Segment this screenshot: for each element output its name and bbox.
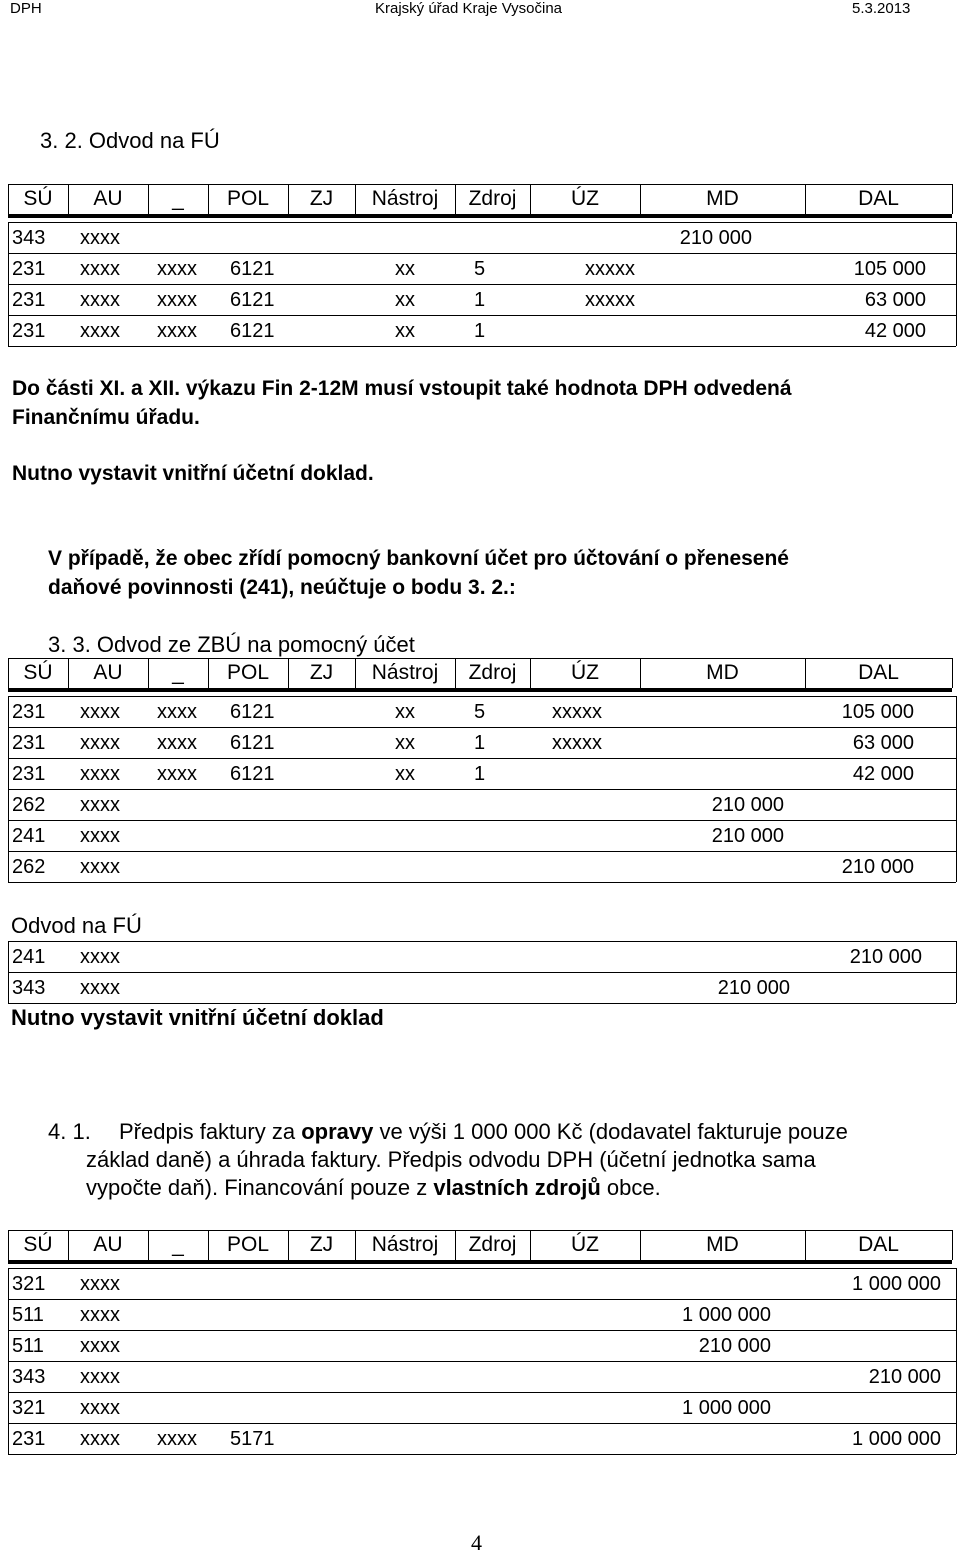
t33-row-border-0 [8,727,956,728]
t33-row-border-2 [8,789,956,790]
t32-cell-dal: 63 000 [864,289,926,311]
t33-cell-blank: xxxx [157,763,197,785]
t32-cell-zdroj: 5 [474,258,486,280]
t33-header-úz: ÚZ [571,661,599,684]
t33-cell-dal: 105 000 [841,701,914,723]
t33-box-top [8,696,956,697]
t41-row-border-4 [8,1423,956,1424]
t33-header-sep-2 [148,658,149,688]
t33-cell-au: xxxx [80,794,120,816]
t41-cell-md: 1 000 000 [682,1397,771,1419]
t33-cell-zdroj: 1 [474,763,486,785]
t33-row-border-4 [8,851,956,852]
line3-part-a: vypočte daň). Financování pouze z [86,1175,434,1200]
t41-cell-au: xxxx [80,1428,120,1450]
t33b-box-right [956,941,957,1003]
t41-header-zj: ZJ [309,1233,334,1256]
t33-header-zj: ZJ [309,661,334,684]
t41-cell-su: 231 [12,1428,46,1450]
t33-header-sep-end [952,658,953,688]
t41-cell-su: 511 [12,1304,44,1326]
t32-cell-su: 231 [12,258,46,280]
t33-cell-dal: 63 000 [852,732,914,754]
t32-row-border-0 [8,253,956,254]
t41-box-top [8,1268,956,1269]
t33-cell-blank: xxxx [157,732,197,754]
section-41-line3 [86,1175,661,1201]
t41-row-border-5 [8,1454,956,1455]
t33-cell-su: 231 [12,732,46,754]
t32-cell-blank: xxxx [157,320,197,342]
t41-header-sep-2 [148,1230,149,1260]
t32-box-right [956,222,957,346]
t41-cell-blank: xxxx [157,1428,197,1450]
t41-cell-au: xxxx [80,1304,120,1326]
t41-row-border-2 [8,1361,956,1362]
t33-cell-uz: xxxxx [552,732,602,754]
t33-row-border-1 [8,758,956,759]
line1-part-c: ve výši 1 000 000 Kč (dodavatel fakturuje pouze [373,1119,848,1144]
header-left: DPH [10,0,42,17]
t33-cell-au: xxxx [80,763,120,785]
t33b-row-border-1 [8,1003,956,1004]
section-33-heading: 3. 3. Odvod ze ZBÚ na pomocný účet [48,632,415,657]
t32-header-md: MD [706,187,739,210]
t33-cell-su: 231 [12,763,46,785]
header-right: 5.3.2013 [852,0,911,17]
t41-cell-dal: 1 000 000 [852,1273,941,1295]
t33-cell-au: xxxx [80,856,120,878]
t41-header-au: AU [93,1233,123,1256]
t33-cell-pol: 6121 [230,701,275,723]
t41-header-md: MD [706,1233,739,1256]
t33b-row-border-0 [8,972,956,973]
t33b-cell-au: xxxx [80,946,120,968]
t33-header-sú: SÚ [23,661,53,684]
t33b-cell-su: 241 [12,946,46,968]
t41-cell-pol: 5171 [230,1428,275,1450]
t33-cell-md: 210 000 [711,794,784,816]
line1-part-a: Předpis faktury za [119,1119,302,1144]
t32-cell-dal: 42 000 [864,320,926,342]
t41-header-dal: DAL [858,1233,899,1256]
t33-cell-blank: xxxx [157,701,197,723]
t33b-cell-dal: 210 000 [849,946,922,968]
t33b-box-top [8,941,956,942]
t32-cell-blank: xxxx [157,289,197,311]
t33-row-border-5 [8,882,956,883]
t41-cell-su: 321 [12,1397,46,1419]
t32-row-border-2 [8,315,956,316]
t33-cell-pol: 6121 [230,732,275,754]
t41-cell-au: xxxx [80,1335,120,1357]
t41-cell-dal: 210 000 [868,1366,941,1388]
t41-cell-au: xxxx [80,1273,120,1295]
t41-cell-au: xxxx [80,1366,120,1388]
t41-box-right [956,1268,957,1454]
t32-header-zj: ZJ [309,187,334,210]
line1-bold: opravy [301,1119,374,1144]
t32-cell-pol: 6121 [230,258,275,280]
t33-cell-uz: xxxxx [552,701,602,723]
t32-cell-nastroj: xx [395,289,415,311]
note1-line2: Finančnímu úřadu. [12,406,200,429]
t32-header-pol: POL [226,187,270,210]
t33-cell-nastroj: xx [395,701,415,723]
line3-bold: vlastních zdrojů [433,1175,601,1200]
t33b-cell-au: xxxx [80,977,120,999]
t41-header-úz: ÚZ [571,1233,599,1256]
t33-header-blank-col: _ [172,662,184,685]
section-32-heading: 3. 2. Odvod na FÚ [40,128,220,153]
t32-cell-su: 231 [12,289,46,311]
t33-header-nástroj: Nástroj [371,661,439,684]
t32-cell-dal: 105 000 [853,258,926,280]
t32-cell-zdroj: 1 [474,289,486,311]
t32-cell-au: xxxx [80,258,120,280]
t41-cell-su: 321 [12,1273,46,1295]
t32-cell-blank: xxxx [157,258,197,280]
section-33-note: Nutno vystavit vnitřní účetní doklad [11,1005,384,1030]
t32-cell-pol: 6121 [230,320,275,342]
t33-header-pol: POL [226,661,270,684]
t32-header-au: AU [93,187,123,210]
t41-box-left [8,1268,9,1454]
t33-cell-su: 262 [12,794,46,816]
t32-cell-au: xxxx [80,289,120,311]
section-41-number: 4. 1. [48,1119,91,1144]
t33-cell-au: xxxx [80,825,120,847]
section-33-subheading: Odvod na FÚ [11,913,142,938]
t32-row-border-1 [8,284,956,285]
t32-header-blank-col: _ [172,188,184,211]
t32-cell-uz: xxxxx [585,258,635,280]
note1-line3: Nutno vystavit vnitřní účetní doklad. [12,462,374,485]
t33-box-right [956,696,957,882]
t33-cell-su: 262 [12,856,46,878]
t32-box-top [8,222,956,223]
t32-header-dal: DAL [858,187,899,210]
t32-header-top-border [8,184,952,185]
t32-header-sú: SÚ [23,187,53,210]
t33-header-zdroj: Zdroj [468,661,517,684]
t41-cell-dal: 1 000 000 [852,1428,941,1450]
t33-cell-nastroj: xx [395,732,415,754]
t41-header-sú: SÚ [23,1233,53,1256]
t41-row-border-1 [8,1330,956,1331]
note1-line1: Do části XI. a XII. výkazu Fin 2-12M musí vstoupit také hodnota DPH odvedená [12,377,792,400]
header-center: Krajský úřad Kraje Vysočina [375,0,563,17]
t33-cell-su: 241 [12,825,46,847]
t32-cell-au: xxxx [80,227,120,249]
t32-cell-pol: 6121 [230,289,275,311]
t33b-cell-md: 210 000 [717,977,790,999]
note2-line1: V případě, že obec zřídí pomocný bankovní účet pro účtování o přenesené [48,547,789,570]
t32-header-zdroj: Zdroj [468,187,517,210]
t32-header-sep-end [952,184,953,214]
t41-cell-md: 1 000 000 [682,1304,771,1326]
t33-cell-zdroj: 5 [474,701,486,723]
t41-header-pol: POL [226,1233,270,1256]
t33-cell-dal: 210 000 [841,856,914,878]
t32-cell-md: 210 000 [679,227,752,249]
t33-row-border-3 [8,820,956,821]
t33-header-dal: DAL [858,661,899,684]
t32-header-bottom-rule [8,214,952,218]
page-number: 4 [471,1530,482,1555]
t41-header-nástroj: Nástroj [371,1233,439,1256]
t41-header-top-border [8,1230,952,1231]
note2-line2: daňové povinnosti (241), neúčtuje o bodu 3. 2.: [48,576,516,599]
t41-cell-su: 343 [12,1366,46,1388]
t33-cell-pol: 6121 [230,763,275,785]
t41-header-zdroj: Zdroj [468,1233,517,1256]
t41-row-border-0 [8,1299,956,1300]
t33-cell-dal: 42 000 [852,763,914,785]
section-41-line1 [119,1119,848,1145]
t32-box-left [8,222,9,346]
t33-header-bottom-rule [8,688,952,692]
t33-cell-nastroj: xx [395,763,415,785]
t32-cell-nastroj: xx [395,320,415,342]
t41-header-blank-col: _ [172,1234,184,1257]
t33-cell-su: 231 [12,701,46,723]
t33-header-top-border [8,658,952,659]
t33-cell-au: xxxx [80,732,120,754]
t33b-cell-su: 343 [12,977,46,999]
section-41-line2: základ daně) a úhrada faktury. Předpis odvodu DPH (účetní jednotka sama [86,1147,816,1172]
t32-cell-su: 231 [12,320,46,342]
t32-cell-nastroj: xx [395,258,415,280]
t41-row-border-3 [8,1392,956,1393]
t32-cell-zdroj: 1 [474,320,486,342]
t41-cell-su: 511 [12,1335,44,1357]
t41-header-bottom-rule [8,1260,952,1264]
t32-header-nástroj: Nástroj [371,187,439,210]
t33-cell-zdroj: 1 [474,732,486,754]
t33-box-left [8,696,9,882]
t32-cell-su: 343 [12,227,46,249]
t32-cell-au: xxxx [80,320,120,342]
t32-row-border-3 [8,346,956,347]
t33b-box-left [8,941,9,1003]
t33-cell-md: 210 000 [711,825,784,847]
t32-header-sep-2 [148,184,149,214]
t33-cell-au: xxxx [80,701,120,723]
t32-cell-uz: xxxxx [585,289,635,311]
t33-header-md: MD [706,661,739,684]
t41-cell-md: 210 000 [698,1335,771,1357]
t41-header-sep-end [952,1230,953,1260]
t41-cell-au: xxxx [80,1397,120,1419]
t32-header-úz: ÚZ [571,187,599,210]
t33-header-au: AU [93,661,123,684]
line3-part-c: obce. [600,1175,661,1200]
